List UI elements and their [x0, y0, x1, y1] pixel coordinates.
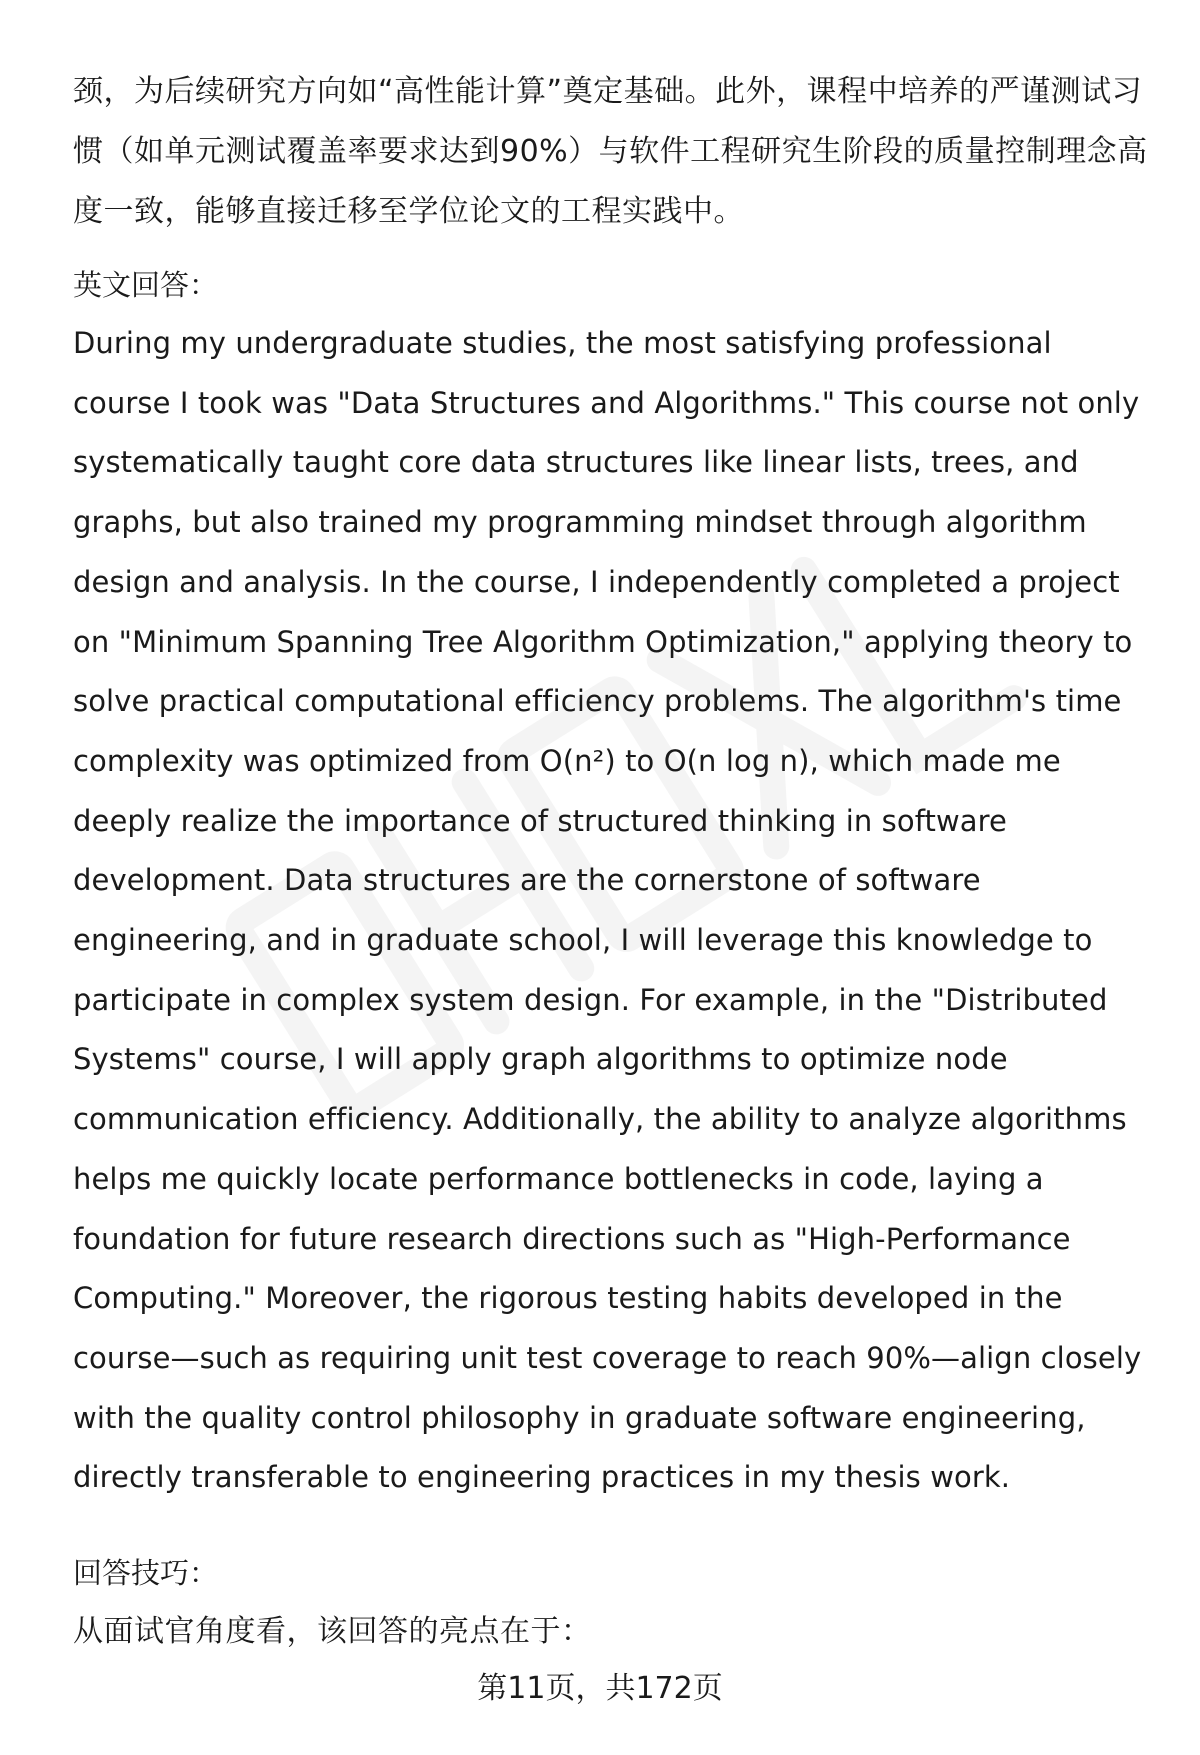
tips-intro: 从面试官角度看，该回答的亮点在于：: [73, 1614, 592, 1650]
page-content: [73, 62, 1153, 1662]
english-answer-label: 英文回答：: [73, 268, 219, 302]
english-answer-paragraph: During my undergraduate studies, the most satisfying professional course I took was "Data Structures and Algorithms." This course not only systematically taught core data structures like linear lists, trees, and graphs, but also trained my programming mindset through algorithm design and analysis. In the course, I independently completed a project on "Minimum Spanning Tree Algorithm Optimization," applying theory to solve practical computational efficiency problems. The algorithm's time complexity was optimized from O(n²) to O(n log n), which made me deeply realize the importance of structured thinking in software development. Data structures are the cornerstone of software engineering, and in graduate school, I will leverage this knowledge to participate in complex system design. For example, in the "Distributed Systems" course, I will apply graph algorithms to optimize node communication efficiency. Additionally, the ability to analyze algorithms helps me quickly locate performance bottlenecks in code, laying a foundation for future research directions such as "High-Performance Computing." Moreover, the rigorous testing habits developed in the course—such as requiring unit test coverage to reach 90%—align closely with the quality control philosophy in graduate software engineering, directly transferable to engineering practices in my thesis work.: [73, 326, 1142, 1495]
page-number-footer: 第11页，共172页: [477, 1671, 723, 1706]
chinese-answer-paragraph: 颈，为后续研究方向如“高性能计算”奠定基础。此外，课程中培养的严谨测试习惯（如单元测试覆盖率要求达到90%）与软件工程研究生阶段的质量控制理念高度一致，能够直接迁移至学位论文的工程实践中。: [73, 74, 1148, 229]
tips-label: 回答技巧：: [73, 1556, 219, 1591]
